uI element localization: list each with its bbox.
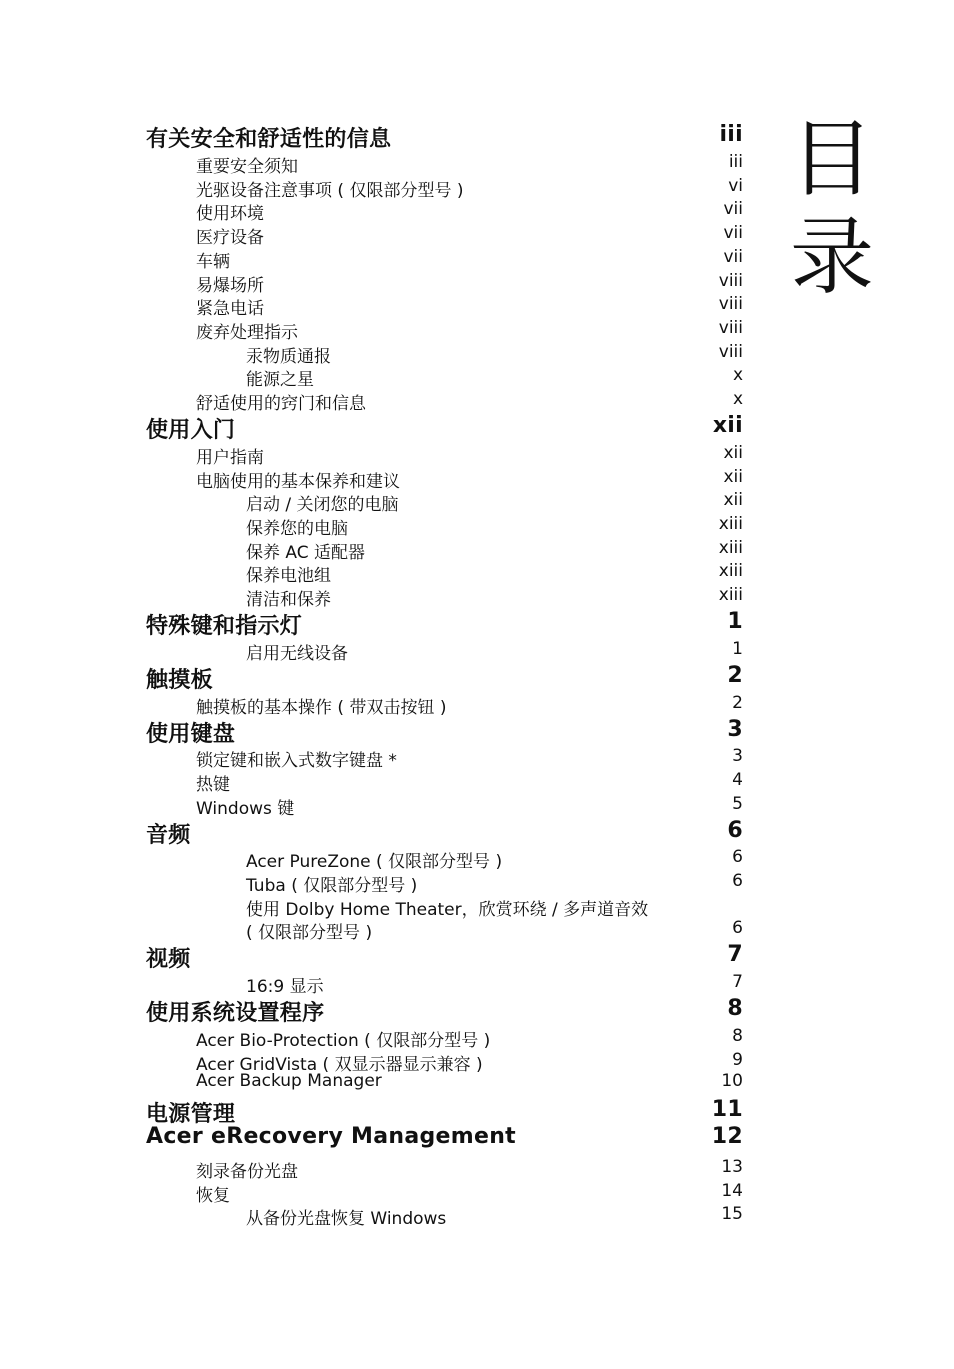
toc-page-number: vi bbox=[728, 176, 743, 196]
toc-section-entry[interactable] bbox=[246, 639, 743, 663]
toc-section-entry[interactable] bbox=[196, 271, 743, 295]
toc-section-entry[interactable] bbox=[246, 514, 743, 538]
toc-entry-title: 使用系统设置程序 bbox=[146, 1001, 325, 1026]
toc-page-number: 7 bbox=[732, 972, 743, 992]
toc-entry-title: 恢复 bbox=[196, 1186, 230, 1206]
toc-entry-title: 用户指南 bbox=[196, 448, 264, 468]
toc-entry-title: 有关安全和舒适性的信息 bbox=[146, 127, 392, 152]
toc-entry-title: 视频 bbox=[146, 947, 191, 972]
toc-section-entry[interactable] bbox=[246, 1204, 743, 1228]
toc-page-number: 15 bbox=[721, 1204, 743, 1224]
toc-page-number: 13 bbox=[721, 1157, 743, 1177]
toc-chapter-entry[interactable] bbox=[146, 609, 743, 639]
toc-page-number: 14 bbox=[721, 1181, 743, 1201]
toc-entry-title: 刻录备份光盘 bbox=[196, 1162, 298, 1182]
toc-section-entry[interactable] bbox=[246, 365, 743, 389]
toc-entry-title: 光驱设备注意事项 ( 仅限部分型号 ) bbox=[196, 181, 464, 201]
toc-entry-title: Acer Bio-Protection ( 仅限部分型号 ) bbox=[196, 1031, 491, 1051]
toc-section-entry[interactable] bbox=[246, 918, 743, 942]
toc-section-entry[interactable] bbox=[246, 585, 743, 609]
toc-page-number: vii bbox=[723, 247, 743, 267]
toc-chapter-entry[interactable] bbox=[146, 818, 743, 848]
toc-chapter-entry[interactable] bbox=[146, 663, 743, 693]
toc-section-entry[interactable] bbox=[196, 1181, 743, 1205]
toc-page-number: viii bbox=[718, 318, 743, 338]
toc-section-entry[interactable] bbox=[196, 1026, 743, 1050]
toc-chapter-entry[interactable] bbox=[146, 413, 743, 443]
toc-entry-title: 清洁和保养 bbox=[246, 590, 331, 610]
toc-section-entry[interactable] bbox=[196, 693, 743, 717]
toc-page-number: xii bbox=[723, 467, 743, 487]
toc-page-number: iii bbox=[719, 122, 743, 147]
toc-entry-title: 触摸板 bbox=[146, 668, 213, 693]
toc-section-entry[interactable] bbox=[196, 294, 743, 318]
toc-section-entry[interactable] bbox=[196, 1071, 743, 1095]
toc-page-number: 3 bbox=[732, 746, 743, 766]
toc-entry-title: 热键 bbox=[196, 775, 230, 795]
toc-page-number: x bbox=[732, 365, 743, 385]
toc-section-entry[interactable] bbox=[196, 318, 743, 342]
toc-page-number: vii bbox=[723, 223, 743, 243]
toc-page-number: viii bbox=[718, 342, 743, 362]
toc-chapter-entry[interactable] bbox=[146, 1124, 743, 1154]
toc-chapter-entry[interactable] bbox=[146, 942, 743, 972]
toc-entry-title: 重要安全须知 bbox=[196, 157, 298, 177]
toc-page-number: xii bbox=[712, 413, 743, 438]
toc-section-entry[interactable] bbox=[246, 871, 743, 895]
toc-section-entry[interactable] bbox=[196, 176, 743, 200]
toc-entry-title: 音频 bbox=[146, 823, 191, 848]
toc-section-entry[interactable] bbox=[246, 561, 743, 585]
toc-title-char: 录 bbox=[790, 208, 875, 306]
toc-entry-title: 能源之星 bbox=[246, 370, 314, 390]
toc-entry-title: 废弃处理指示 bbox=[196, 323, 298, 343]
toc-page-number: viii bbox=[718, 294, 743, 314]
toc-page-number: 12 bbox=[711, 1124, 743, 1149]
toc-section-entry[interactable] bbox=[196, 770, 743, 794]
toc-page-number: xiii bbox=[718, 538, 743, 558]
toc-page-number: iii bbox=[728, 152, 743, 172]
toc-entry-title: 使用 Dolby Home Theater，欣赏环绕 / 多声道音效 bbox=[246, 900, 649, 920]
toc-section-entry[interactable] bbox=[196, 1157, 743, 1181]
toc-page-number: 2 bbox=[727, 663, 743, 688]
toc-entry-title: Tuba ( 仅限部分型号 ) bbox=[246, 876, 418, 896]
toc-page-number: 7 bbox=[727, 942, 743, 967]
toc-section-entry[interactable] bbox=[246, 972, 743, 996]
toc-entry-title: 锁定键和嵌入式数字键盘 * bbox=[196, 751, 397, 771]
toc-entry-title: Acer PureZone ( 仅限部分型号 ) bbox=[246, 852, 503, 872]
toc-entry-title: 保养电池组 bbox=[246, 566, 331, 586]
toc-page-number: 3 bbox=[727, 717, 743, 742]
toc-entry-title: 保养 AC 适配器 bbox=[246, 543, 366, 563]
toc-chapter-entry[interactable] bbox=[146, 996, 743, 1026]
toc-entry-title: 使用键盘 bbox=[146, 722, 236, 747]
toc-entry-title: 医疗设备 bbox=[196, 228, 264, 248]
toc-entry-title: 电源管理 bbox=[146, 1102, 236, 1127]
toc-section-entry[interactable] bbox=[196, 746, 743, 770]
toc-entry-title: 紧急电话 bbox=[196, 299, 264, 319]
toc-entry-title: 启用无线设备 bbox=[246, 644, 348, 664]
toc-entry-title: 16:9 显示 bbox=[246, 977, 324, 997]
toc-section-entry[interactable] bbox=[246, 895, 743, 919]
toc-section-entry[interactable] bbox=[196, 443, 743, 467]
toc-page-number: xiii bbox=[718, 585, 743, 605]
toc-page-number: 4 bbox=[732, 770, 743, 790]
toc-page-number: 6 bbox=[732, 871, 743, 891]
toc-entry-title: 保养您的电脑 bbox=[246, 519, 348, 539]
toc-page-number: 6 bbox=[732, 847, 743, 867]
toc-entry-title: Acer eRecovery Management bbox=[146, 1124, 516, 1149]
toc-section-entry[interactable] bbox=[246, 847, 743, 871]
toc-entry-title: 舒适使用的窍门和信息 bbox=[196, 394, 366, 414]
toc-entry-title: 触摸板的基本操作 ( 带双击按钮 ) bbox=[196, 698, 447, 718]
toc-section-entry[interactable] bbox=[196, 467, 743, 491]
toc-section-entry[interactable] bbox=[196, 389, 743, 413]
toc-page-number: viii bbox=[718, 271, 743, 291]
toc-entry-title: Acer Backup Manager bbox=[196, 1071, 382, 1091]
toc-page-number: 1 bbox=[732, 639, 743, 659]
toc-section-entry[interactable] bbox=[196, 247, 743, 271]
toc-entry-title: 易爆场所 bbox=[196, 276, 264, 296]
toc-entry-title: Acer GridVista ( 双显示器显示兼容 ) bbox=[196, 1055, 483, 1075]
toc-page-number: vii bbox=[723, 199, 743, 219]
toc-page-number: xii bbox=[723, 443, 743, 463]
toc-page-number: xii bbox=[723, 490, 743, 510]
toc-entry-title: 从备份光盘恢复 Windows bbox=[246, 1209, 447, 1229]
toc-entry-title: 汞物质通报 bbox=[246, 347, 331, 367]
toc-section-entry[interactable] bbox=[196, 199, 743, 223]
toc-entry-title: 特殊键和指示灯 bbox=[146, 614, 303, 639]
toc-section-entry[interactable] bbox=[246, 490, 743, 514]
toc-section-entry[interactable] bbox=[196, 152, 743, 176]
toc-page-number: 8 bbox=[727, 996, 743, 1021]
toc-chapter-entry[interactable] bbox=[146, 1097, 743, 1127]
toc-chapter-entry[interactable] bbox=[146, 122, 743, 152]
toc-section-entry[interactable] bbox=[246, 538, 743, 562]
toc-entry-title: 车辆 bbox=[196, 252, 230, 272]
toc-entry-title: 使用环境 bbox=[196, 204, 264, 224]
toc-entry-title: 启动 / 关闭您的电脑 bbox=[246, 495, 399, 515]
toc-page-number: x bbox=[732, 389, 743, 409]
toc-page-number: 8 bbox=[732, 1026, 743, 1046]
toc-page-number: 6 bbox=[727, 818, 743, 843]
toc-page-number: 9 bbox=[732, 1050, 743, 1070]
toc-section-entry[interactable] bbox=[246, 342, 743, 366]
toc-entry-title: 使用入门 bbox=[146, 418, 236, 443]
toc-title-char: 目 bbox=[790, 110, 875, 208]
toc-page-number: 5 bbox=[732, 794, 743, 814]
toc-page-number: 11 bbox=[711, 1097, 743, 1122]
toc-page-number: 6 bbox=[732, 918, 743, 938]
toc-entry-title: Windows 键 bbox=[196, 799, 295, 819]
toc-page-number: xiii bbox=[718, 561, 743, 581]
toc-page-number: xiii bbox=[718, 514, 743, 534]
toc-page-number: 1 bbox=[727, 609, 743, 634]
toc-section-entry[interactable] bbox=[196, 794, 743, 818]
toc-entry-title: ( 仅限部分型号 ) bbox=[246, 923, 373, 943]
toc-section-entry[interactable] bbox=[196, 223, 743, 247]
toc-page-number: 2 bbox=[732, 693, 743, 713]
toc-page-number: 10 bbox=[721, 1071, 743, 1091]
toc-entry-title: 电脑使用的基本保养和建议 bbox=[196, 472, 400, 492]
toc-chapter-entry[interactable] bbox=[146, 717, 743, 747]
